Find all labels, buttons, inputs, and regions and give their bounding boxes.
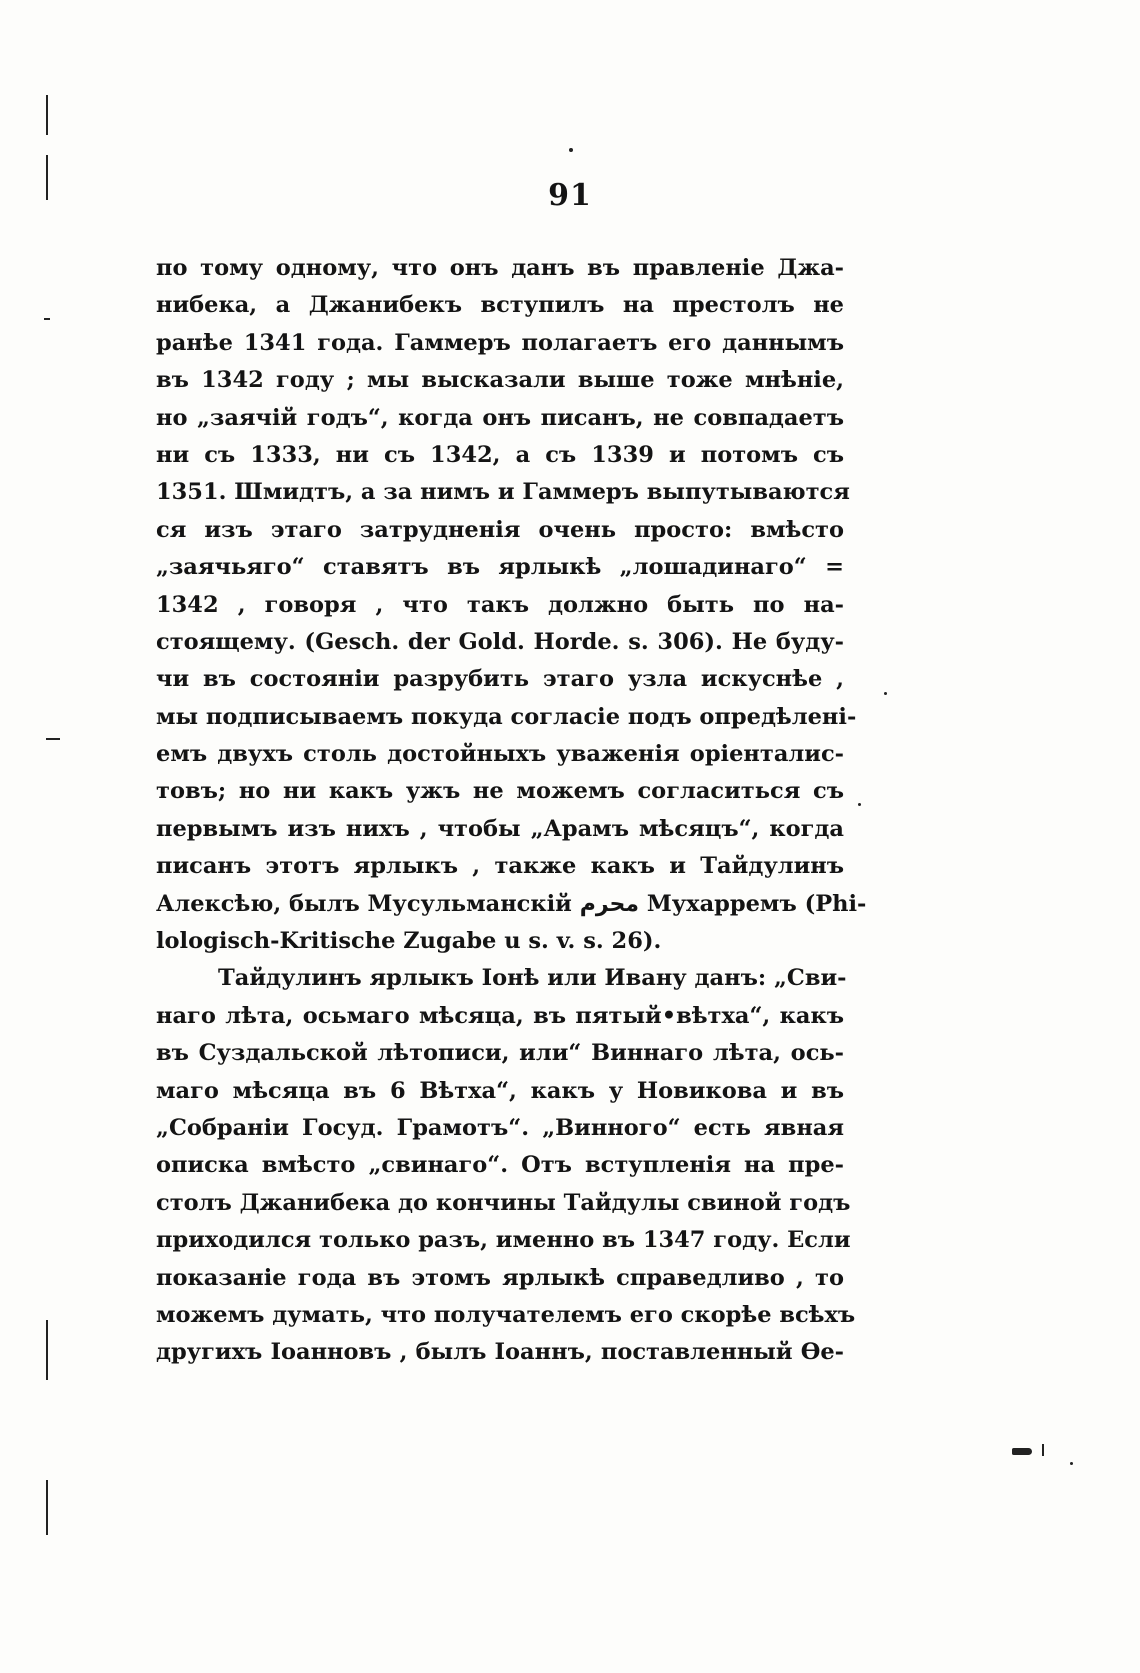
scan-margin-line (1042, 1444, 1044, 1456)
paragraph-2 (156, 960, 856, 1371)
scan-speck (858, 803, 861, 806)
text-line: въ Суздальской лѣтописи, или“ Виннаго лѣта, ось- (156, 1040, 844, 1067)
text-line: мы подписываемъ покуда согласіе подъ опредѣлені- (156, 703, 857, 730)
paragraph-1 (156, 250, 867, 960)
text-line: описка вмѣсто „свинаго“. Отъ вступленія на пре- (156, 1152, 844, 1179)
text-line: 1351. Шмидтъ, а за нимъ и Гаммеръ выпутываются (156, 479, 850, 506)
text-line: lologisch-Kritische Zugabe u s. v. s. 26). (156, 928, 662, 955)
text-line: товъ; но ни какъ ужъ не можемъ согласиться съ (156, 778, 844, 805)
text-line: другихъ Іоанновъ , былъ Іоаннъ, поставленный Ѳе- (156, 1339, 844, 1366)
text-line: стоящему. (Gesch. der Gold. Horde. s. 306). Не буду- (156, 628, 844, 655)
text-line: первымъ изъ нихъ , чтобы „Арамъ мѣсяцъ“, когда (156, 815, 844, 842)
text-line: по тому одному, что онъ данъ въ правленіе Джа- (156, 255, 844, 281)
scan-margin-mark (44, 318, 50, 320)
scan-speck (884, 692, 887, 695)
text-segment: Алексѣю, былъ Мусульманскій (156, 890, 572, 917)
text-line: показаніе года въ этомъ ярлыкѣ справедливо , то (156, 1264, 844, 1291)
text-line: нибека, а Джанибекъ вступилъ на престолъ не (156, 292, 844, 319)
text-line: наго лѣта, осьмаго мѣсяца, въ пятый•вѣтха“, какъ (156, 1002, 844, 1029)
scan-margin-line (46, 95, 48, 135)
text-line: ранѣе 1341 года. Гаммеръ полагаетъ его даннымъ (156, 329, 844, 356)
text-line: 1342 , говоря , что такъ должно быть по на- (156, 591, 844, 618)
scan-speck (569, 148, 573, 152)
text-line: маго мѣсяца въ 6 Вѣтха“, какъ у Новикова и въ (156, 1077, 844, 1104)
scan-margin-mark (46, 738, 60, 740)
text-line: въ 1342 году ; мы высказали выше тоже мнѣніе, (156, 367, 844, 394)
page-number: 91 (548, 178, 592, 213)
arabic-word: محرم (579, 891, 639, 917)
text-line: но „заячій годъ“, когда онъ писанъ, не совпадаетъ (156, 404, 844, 431)
text-line: чи въ состояніи разрубить этаго узла искуснѣе , (156, 666, 844, 693)
scan-margin-line (46, 1480, 48, 1535)
text-line: емъ двухъ столь достойныхъ уваженія оріенталиc- (156, 741, 844, 768)
scan-margin-line (46, 1320, 48, 1380)
text-line: „Собраніи Госуд. Грамотъ“. „Винного“ есть явная (156, 1114, 844, 1141)
text-line: писанъ этотъ ярлыкъ , также какъ и Тайдулинъ (156, 853, 844, 880)
text-line-with-arabic (156, 886, 867, 923)
text-line: столъ Джанибека до кончины Тайдулы свиной годъ (156, 1189, 851, 1216)
text-line: можемъ думать, что получателемъ его скорѣе всѣхъ (156, 1301, 856, 1328)
text-line: ся изъ этаго затрудненія очень просто: вмѣсто (156, 516, 844, 543)
text-line: приходился только разъ, именно въ 1347 году. Если (156, 1227, 851, 1254)
text-line: ни съ 1333, ни съ 1342, а съ 1339 и потомъ съ (156, 441, 844, 468)
scan-margin-mark (1012, 1448, 1032, 1455)
text-line: Тайдулинъ ярлыкъ Іонѣ или Ивану данъ: „Сви- (218, 965, 847, 992)
text-line: „заячьяго“ ставятъ въ ярлыкѣ „лошадинаго“ = (156, 554, 844, 581)
text-segment: Мухарремъ (Phi- (646, 890, 867, 917)
scan-speck (1070, 1462, 1073, 1465)
body-text (156, 250, 867, 1372)
